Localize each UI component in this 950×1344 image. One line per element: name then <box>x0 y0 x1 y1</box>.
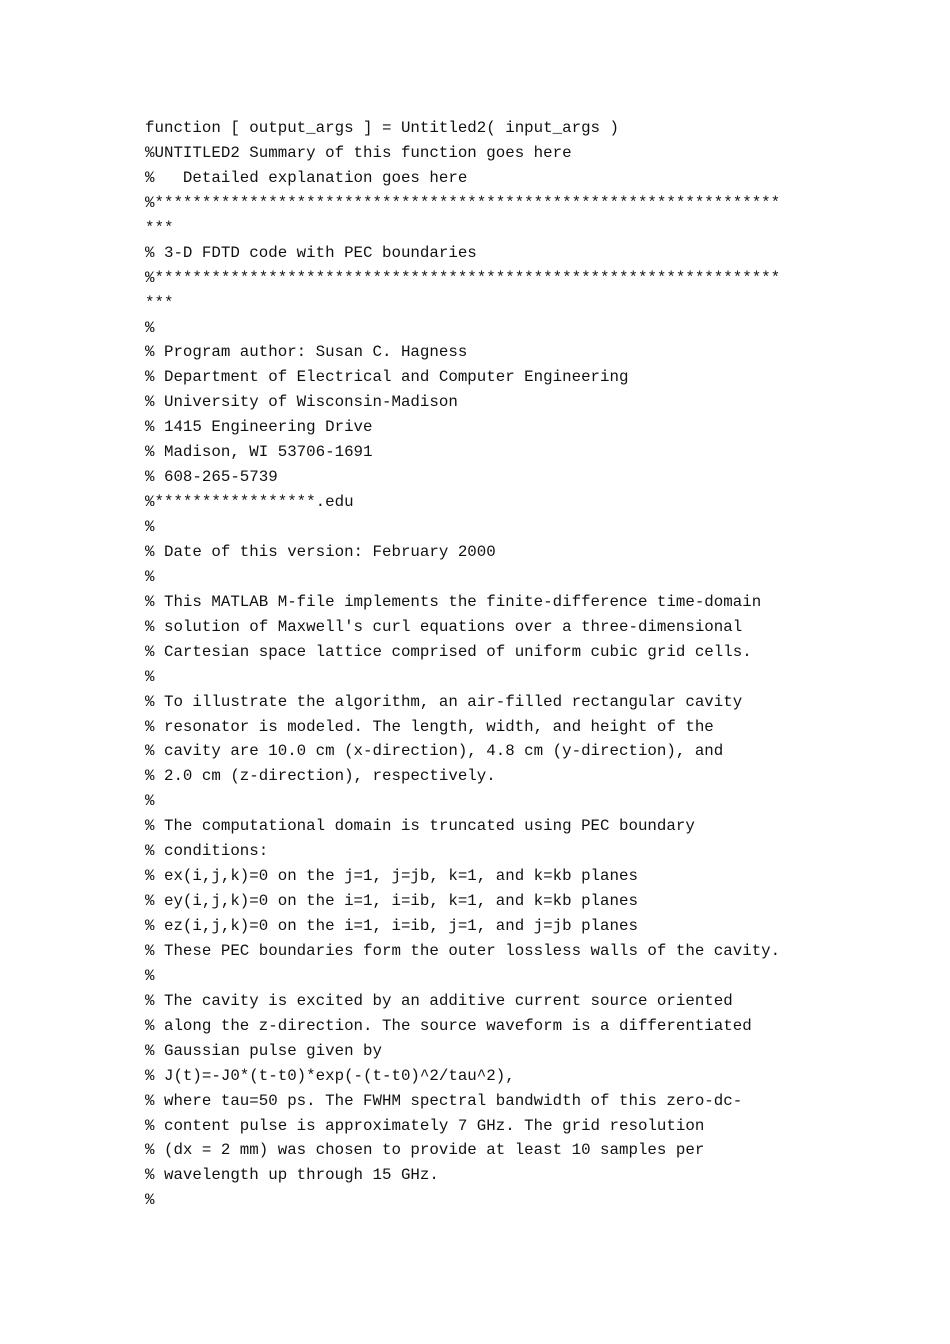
code-line-phone: % 608-265-5739 <box>145 468 278 487</box>
code-line-blank-comment: % <box>145 966 155 985</box>
code-line-street-address: % 1415 Engineering Drive <box>145 418 373 437</box>
code-line-description: % The cavity is excited by an additive current source oriented <box>145 991 733 1010</box>
code-line-separator: %****************************************************************** <box>145 193 781 212</box>
code-line-description: % resonator is modeled. The length, width, and height of the <box>145 717 714 736</box>
code-line-university: % University of Wisconsin-Madison <box>145 393 458 412</box>
code-line-author: % Program author: Susan C. Hagness <box>145 343 468 362</box>
code-line-description: % cavity are 10.0 cm (x-direction), 4.8 cm (y-direction), and <box>145 742 724 761</box>
code-line-description: % content pulse is approximately 7 GHz. The grid resolution <box>145 1116 705 1135</box>
code-line-description: % along the z-direction. The source waveform is a differentiated <box>145 1016 752 1035</box>
code-line-description: % solution of Maxwell's curl equations over a three-dimensional <box>145 617 743 636</box>
code-line-description: % This MATLAB M-file implements the finite-difference time-domain <box>145 592 762 611</box>
matlab-code-listing <box>145 116 845 1213</box>
code-line-department: % Department of Electrical and Computer Engineering <box>145 368 629 387</box>
code-line-separator: %****************************************************************** <box>145 268 781 287</box>
code-line-description: % To illustrate the algorithm, an air-filled rectangular cavity <box>145 692 743 711</box>
code-line-summary-comment: %UNTITLED2 Summary of this function goes here <box>145 143 572 162</box>
code-line-formula: % J(t)=-J0*(t-t0)*exp(-(t-t0)^2/tau^2), <box>145 1066 515 1085</box>
code-line-version-date: % Date of this version: February 2000 <box>145 542 496 561</box>
code-line-blank-comment: % <box>145 318 155 337</box>
code-line-description: % Cartesian space lattice comprised of uniform cubic grid cells. <box>145 642 752 661</box>
code-line-boundary-condition: % ex(i,j,k)=0 on the j=1, j=jb, k=1, and k=kb planes <box>145 867 638 886</box>
code-line-email: %*****************.edu <box>145 493 354 512</box>
code-line-blank-comment: % <box>145 567 155 586</box>
code-line-explanation-comment: % Detailed explanation goes here <box>145 168 468 187</box>
code-line-boundary-condition: % ey(i,j,k)=0 on the i=1, i=ib, k=1, and k=kb planes <box>145 892 638 911</box>
code-line-separator-wrap: *** <box>145 293 174 312</box>
code-line-city-address: % Madison, WI 53706-1691 <box>145 443 373 462</box>
code-line-description: % (dx = 2 mm) was chosen to provide at least 10 samples per <box>145 1141 705 1160</box>
code-line-blank-comment: % <box>145 518 155 536</box>
code-line-separator-wrap: *** <box>145 218 174 237</box>
code-line-blank-comment: % <box>145 792 155 811</box>
code-line-description: % Gaussian pulse given by <box>145 1041 382 1060</box>
code-line-blank-comment: % <box>145 667 155 686</box>
code-line-function-signature: function [ output_args ] = Untitled2( input_args ) <box>145 119 619 137</box>
code-line-boundary-condition: % ez(i,j,k)=0 on the i=1, i=ib, j=1, and j=jb planes <box>145 917 638 935</box>
code-line-blank-comment: % <box>145 1191 155 1210</box>
code-line-description: % wavelength up through 15 GHz. <box>145 1166 439 1185</box>
code-line-description: % 2.0 cm (z-direction), respectively. <box>145 767 496 786</box>
code-line-title-comment: % 3-D FDTD code with PEC boundaries <box>145 243 477 262</box>
code-line-description: % The computational domain is truncated using PEC boundary <box>145 817 695 836</box>
code-line-description: % These PEC boundaries form the outer lossless walls of the cavity. <box>145 941 781 960</box>
code-line-description: % conditions: <box>145 842 269 861</box>
code-line-description: % where tau=50 ps. The FWHM spectral bandwidth of this zero-dc- <box>145 1091 743 1110</box>
